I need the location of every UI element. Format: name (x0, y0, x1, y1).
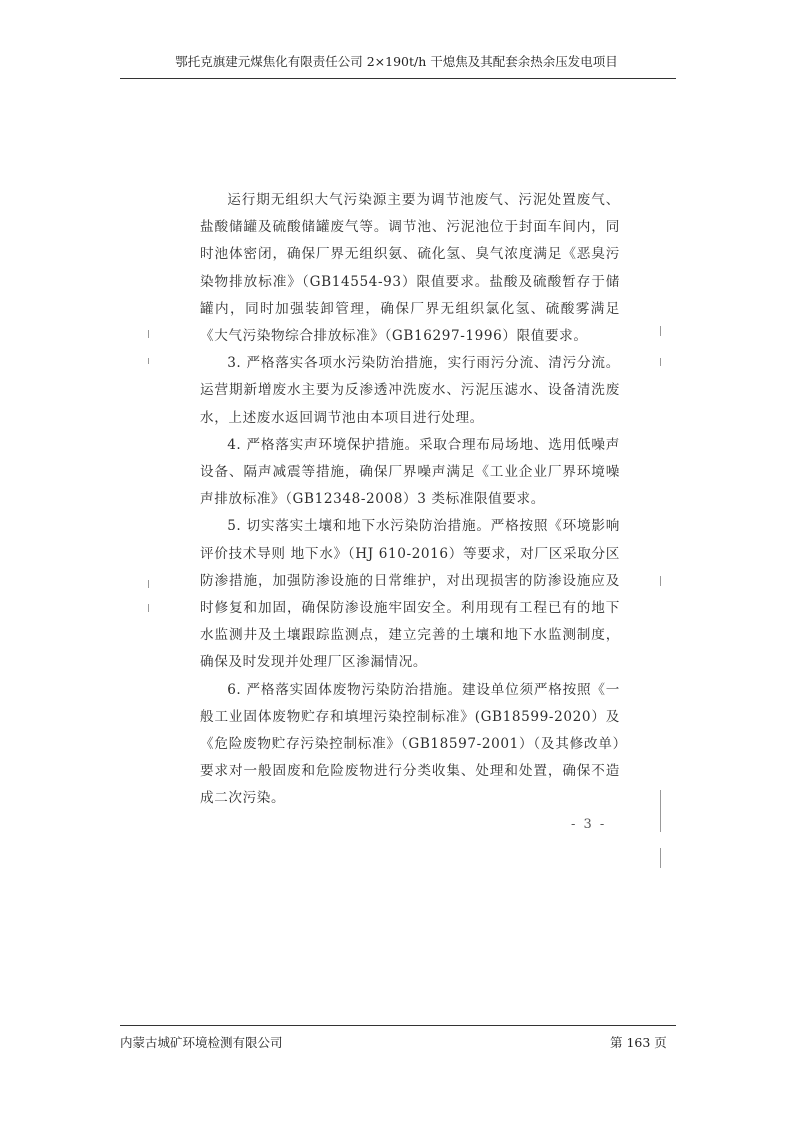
footer-page-number: 第 163 页 (610, 1035, 667, 1050)
document-body (200, 187, 620, 813)
footer-company: 内蒙古城矿环境检测有限公司 (120, 1035, 283, 1050)
page-header: 鄂托克旗建元煤焦化有限责任公司 2×190t/h 干熄焦及其配套余热余压发电项目 (175, 54, 618, 69)
paragraph-noise: 4. 严格落实声环境保护措施。采取合理布局场地、选用低噪声设备、隔声减震等措施，确保厂界噪声满足《工业企业厂界环境噪声排放标准》（GB12348-2008）3 类标准限值要求。 (200, 436, 620, 508)
scan-speck (148, 358, 149, 364)
scan-speck (660, 848, 661, 868)
scan-speck (660, 790, 661, 832)
paragraph-water-pollution: 3. 严格落实各项水污染防治措施，实行雨污分流、清污分流。运营期新增废水主要为反渗透冲洗废水、污泥压滤水、设备清洗废水，上述废水返回调节池由本项目进行处理。 (200, 355, 620, 426)
footer-divider (120, 1025, 676, 1026)
header-divider (120, 78, 676, 79)
inner-page-number: - 3 - (571, 817, 607, 832)
scan-speck (660, 576, 661, 586)
scan-speck (148, 580, 149, 588)
paragraph-solid-waste: 6. 严格落实固体废物污染防治措施。建设单位须严格按照《一般工业固体废物贮存和填埋污染控制标准》(GB18599-2020）及《危险废物贮存污染控制标准》（GB18597-2001）（及其修改单）要求对一般固废和危险废物进行分类收集、处理和处置，确保不造成二次污染。 (200, 681, 620, 807)
paragraph-air-pollution: 运行期无组织大气污染源主要为调节池废气、污泥处置废气、盐酸储罐及硫酸储罐废气等。调节池、污泥池位于封面车间内，同时池体密闭，确保厂界无组织氨、硫化氢、臭气浓度满足《恶臭污染物排放标准》（GB14554-93）限值要求。盐酸及硫酸暂存于储罐内，同时加强装卸管理，确保厂界无组织氯化氢、硫酸雾满足《大气污染物综合排放标准》（GB16297-1996）限值要求。 (200, 192, 620, 345)
paragraph-soil-groundwater: 5. 切实落实土壤和地下水污染防治措施。严格按照《环境影响评价技术导则 地下水》（HJ 610-2016）等要求，对厂区采取分区防渗措施，加强防渗设施的日常维护，对出现损害的防渗设施应及时修复和加固，确保防渗设施牢固安全。利用现有工程已有的地下水监测井及土壤跟踪监测点，建立完善的土壤和地下水监测制度，确保及时发现并处理厂区渗漏情况。 (200, 518, 620, 671)
scan-speck (148, 604, 149, 612)
scan-speck (660, 326, 661, 336)
scan-speck (660, 358, 661, 366)
scan-speck (148, 330, 149, 338)
